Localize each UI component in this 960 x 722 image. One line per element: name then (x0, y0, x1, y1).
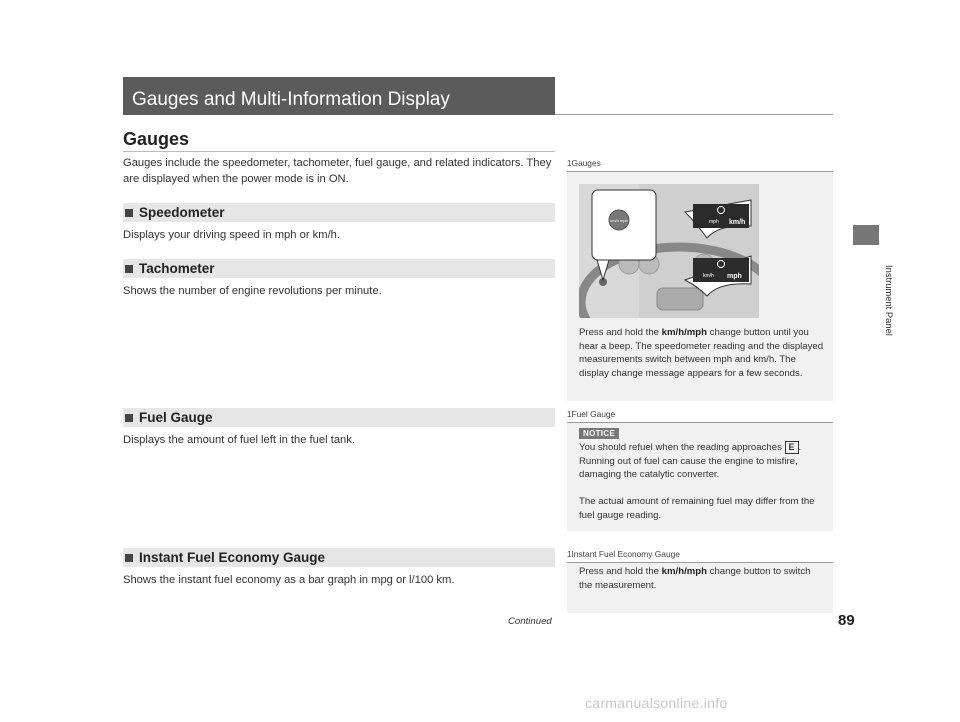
fuel-gauge-heading: Fuel Gauge (123, 408, 555, 427)
instant-fuel-economy-heading: Instant Fuel Economy Gauge (123, 548, 555, 567)
square-bullet-icon (125, 414, 133, 422)
square-bullet-icon (125, 554, 133, 562)
section-title: Gauges and Multi-Information Display (132, 89, 450, 110)
fuel-gauge-text: Displays the amount of fuel left in the fuel tank. (123, 434, 355, 446)
gauges-note-text: Press and hold the km/h/mph change button until you hear a beep. The speedometer reading and the displayed measurements switch between mph and km/h. The display change message appears for a few seconds. (579, 327, 824, 379)
banner-rule (555, 114, 833, 115)
intro-paragraph: Gauges include the speedometer, tachometer, fuel gauge, and related indicators. They are displayed when the power mode is in ON. (123, 157, 552, 185)
sidebar-note-header: 1Instant Fuel Economy Gauge (567, 547, 833, 563)
title-rule (123, 151, 555, 152)
svg-text:km/h: km/h (729, 219, 746, 226)
square-bullet-icon (125, 209, 133, 217)
instant-fuel-economy-text: Shows the instant fuel economy as a bar graph in mpg or l/100 km. (123, 574, 455, 586)
ife-note-text: Press and hold the km/h/mph change button to switch the measurement. (579, 566, 811, 591)
chapter-tab-marker (853, 225, 879, 245)
svg-text:km/h mph: km/h mph (610, 218, 628, 223)
chapter-tab-label: Instrument Panel (884, 265, 895, 336)
watermark: carmanualsonline.info (585, 695, 728, 711)
page-title: Gauges (123, 129, 190, 149)
speedometer-text: Displays your driving speed in mph or km/h. (123, 229, 341, 241)
page-number: 89 (838, 612, 855, 629)
notice-badge: NOTICE (579, 428, 619, 439)
sidebar-note-header: 1Fuel Gauge (567, 407, 833, 423)
square-bullet-icon (125, 265, 133, 273)
fuel-note-text: You should refuel when the reading approaches E . Running out of fuel can cause the engine to misfire, damaging the catalytic converter. (579, 442, 802, 480)
svg-text:mph: mph (727, 273, 742, 280)
speedometer-change-illustration (579, 184, 759, 318)
empty-mark-icon: E (785, 441, 799, 454)
tachometer-text: Shows the number of engine revolutions per minute. (123, 285, 382, 297)
sidebar-note-header: 1Gauges (567, 156, 833, 172)
svg-text:km/h: km/h (703, 273, 714, 279)
tachometer-heading: Tachometer (123, 259, 555, 278)
sidebar-note-fuel-gauge (567, 407, 833, 531)
svg-text:mph: mph (709, 219, 719, 225)
continued-label: Continued (508, 616, 552, 627)
speedometer-heading: Speedometer (123, 203, 555, 222)
section-banner (123, 77, 555, 115)
sidebar-note-gauges (567, 156, 833, 401)
sidebar-note-instant-fuel-economy (567, 547, 833, 613)
fuel-note-text-2: The actual amount of remaining fuel may differ from the fuel gauge reading. (579, 496, 815, 521)
